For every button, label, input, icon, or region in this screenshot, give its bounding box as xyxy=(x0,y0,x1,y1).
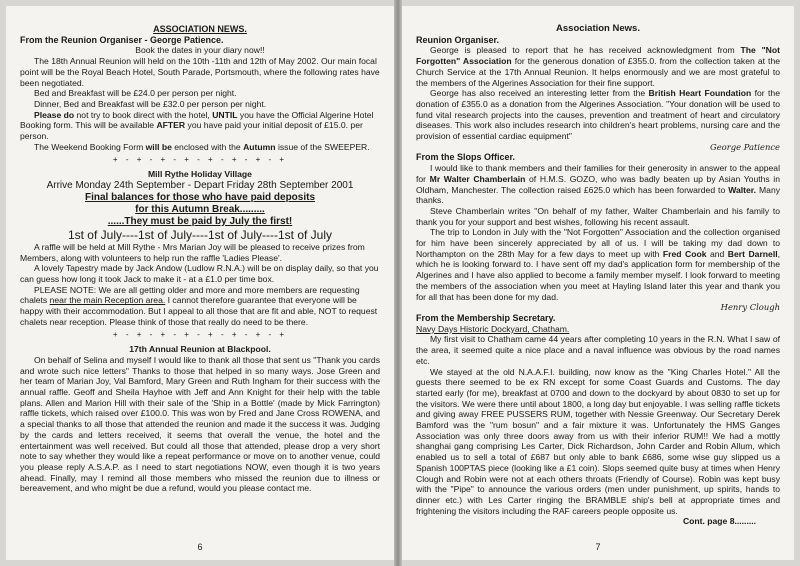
signature-henry-clough: Henry Clough xyxy=(720,302,780,313)
king-charles-paragraph: We stayed at the old N.A.A.F.I. building, now know as the "King Charles Hotel." All the guests there seemed to be ex RN except for some Coast Guards and Customs. The day started early (for me), breakfast at 0700 and down to the dockyard by about 0830 to set up for the visitors. We were there until about 1800, a long day but enjoyable. I was selling raffle tickets and giving away FREE PUSSERS RUM, together with Nessie Greenway. Our Secretary Derek Bamford was the "rum bosun" and a fair mixture it was. Unfortunately the HMS Ganges Association was only three doors away from us with their inferior RUM!! We had a mottly shanghai gang comprising Les Carter, Dick Richardson, John Carder and Robin Allum, which enabled us to sell a total of £687 but only able to bank £686, some wise guy slipped us a Spanish 100PTAS piece (looking like a £1 coin). Slops seemed quite busy at times when Henry Clough and Robin were not at each others throats (Friendly of Course). Robin was kept busy with the "Pipe" to announce the various orders (men under punishment, up spirits, hands to dinner etc.) with Les Carter ringing the BRAMBLE ship's bell at appropriate times and frightening the visitors including the RAF careers people opposite us. xyxy=(416,366,780,516)
not-forgotten-paragraph: George is pleased to report that he has received acknowledgment from The "Not Forgotten" Association for the generous donation of £355.0. from the collection taken at the Church Service at the 17th Annual Reunion. It helps enormously and we are most grateful to the members of the Algerines Association for their fine support. xyxy=(416,45,781,88)
page-left xyxy=(6,6,394,560)
steve-chamberlain-paragraph: Steve Chamberlain writes "On behalf of my father, Walter Chamberlain and his family to thank you for your support and best wishes, following his recent assault. xyxy=(416,205,780,227)
village-title: Mill Rythe Holiday Village xyxy=(148,169,252,180)
rate-dinner-bed-breakfast: Dinner, Bed and Breakfast will be £32.0 per person per night. xyxy=(34,98,267,109)
membership-secretary-title: From the Membership Secretary. xyxy=(416,312,556,323)
signature-george-patience: George Patience xyxy=(710,141,780,152)
page-number-left: 6 xyxy=(197,542,203,552)
page-right xyxy=(402,6,794,560)
separator: + - + - + - + - + - + - + - + xyxy=(112,330,288,340)
separator: + - + - + - + - + - + - + - + xyxy=(112,155,288,165)
navy-days-subtitle: Navy Days Historic Dockyard, Chatham. xyxy=(416,323,570,334)
right-column xyxy=(416,24,780,527)
july-deadline: 1st of July----1st of July----1st of July----1st of July xyxy=(67,227,333,242)
booking-form-notice: The Weekend Booking Form will be enclosed with the Autumn issue of the SWEEPER. xyxy=(34,141,370,152)
left-subheading: From the Reunion Organiser - George Patience. xyxy=(20,34,224,45)
page-number-right: 7 xyxy=(595,542,601,552)
heart-foundation-paragraph: George has also received an interesting letter from the British Heart Foundation for the donation of £355.0 as a donation from the Algerines Association. "Your donation will be used to fund vital research projects into the causes, prevention and treatment of heart and circulatory diseases. This work also includes research into children's heart problems, nursing care and the provision of essential cardiac equipment" xyxy=(416,88,780,142)
reunion-paragraph: The 18th Annual Reunion will held on the 10th -11th and 12th of May 2002. Our main focal point will be the Royal Beach Hotel, South Parade, Portsmouth, where the following rates have been negotiated. xyxy=(20,56,380,88)
right-heading: Association News. xyxy=(556,23,640,34)
final-balances-line1: Final balances for those who have paid deposits xyxy=(84,191,316,203)
final-balances-line3: ......They must be paid by July the first! xyxy=(107,215,293,227)
continued-note: Cont. page 8......... xyxy=(682,516,756,527)
chamberlain-appeal-paragraph: I would like to thank members and their families for their generosity in answer to the appeal for Mr Walter Chamberlain of H.M.S. GOZO, who was badly beaten up by Asian Youths in Oldham, Manchester. The collection raised £625.0 which has been forwarded to Walter. Many thanks. xyxy=(416,163,781,206)
please-note-paragraph: PLEASE NOTE: We are all getting older and more and more members are requesting chalets near the main Reception area. I cannot therefore guarantee that everyone will be happy with their accommodation. But I appeal to all those that are fit and able, NOT to request chalets near reception. Please think of those that really do need to be there. xyxy=(20,284,378,327)
book-dates-line: Book the dates in your diary now!! xyxy=(135,45,265,56)
chatham-visit-paragraph: My first visit to Chatham came 44 years after completing 10 years in the R.N. What I saw of the area, it seemed quite a nice place and a naval influence was obvious by the road names etc. xyxy=(416,334,780,366)
blackpool-title: 17th Annual Reunion at Blackpool. xyxy=(129,344,271,355)
booking-notice: Please do not try to book direct with the hotel, UNTIL you have the Official Algerine Hotel Booking form. This will be available AFTER you have paid your initial deposit of £15.0. per person. xyxy=(20,109,374,142)
tapestry-paragraph: A lovely Tapestry made by Jack Andow (Ludlow R.N.A.) will be on display daily, so that you can guess how long it took Jack to make it - at a £1.0 per time box. xyxy=(20,263,379,284)
village-dates: Arrive Monday 24th September - Depart Friday 28th September 2001 xyxy=(46,179,354,191)
left-heading: ASSOCIATION NEWS. xyxy=(153,24,247,34)
final-balances-line2: for this Autumn Break......... xyxy=(135,203,265,215)
rate-bed-breakfast: Bed and Breakfast will be £24.0 per person per night. xyxy=(34,88,237,99)
blackpool-paragraph: On behalf of Selina and myself I would like to thank all those that sent us "Thank you cards and wrote such nice letters" Thanks to those that helped in so many ways. Jose Green and her team of Marian Joy, Val Bamford, Mary Green and Ruth Ingham for their success with the annual raffle. Geoff and Sheila Hayhoe with Jeff and Ann Knight for their help with the table plans. Allen and Marion Hill with their sale of the 'Ship in a Bottle' (made by Mick Farrington) raffle tickets, which raised over £100.0. This was won by Fred and Jane Cross ROWENA, and a special thanks to all those that attended the reunion and made it the success it was. Judging by the cards and letters received, it seems that overall the venue, the hotel and the entertainment was well received. But could all those that attended, please drop a very short note to say whether they would like a repeat performance or move on to another venue, could you please reply A.S.A.P. as I need to start negotiations NOW, even though it is two years ahead. Finally, may I remind all those members who missed the reunion due to illness or bereavement, and who might be due a refund, would you please contact me. xyxy=(20,354,380,494)
london-trip-paragraph: The trip to London in July with the "Not Forgotten" Association and the collection organised for him have been sincerely appreciated by all of us. I will be taking my dad down to Northampton on the 28th May for a few days to meet up with Fred Cook and Bert Darnell, which he is looking forward to. I have sent off my dad's application form for membership of the Algerines and I have also applied to become a family member myself. I look forward to meeting the members of the association when you meet at Hayling Island later this year and thank you for all that has been done for my dad. xyxy=(416,227,780,302)
left-column xyxy=(20,24,380,494)
binding-gutter xyxy=(394,0,402,566)
slops-officer-title: From the Slops Officer. xyxy=(416,152,516,163)
reunion-organiser-title: Reunion Organiser. xyxy=(416,34,500,45)
raffle-paragraph: A raffle will be held at Mill Rythe - Mrs Marian Joy will be pleased to receive prizes from Members, along with volunteers to help run the raffle 'Ladies Please'. xyxy=(20,241,365,263)
